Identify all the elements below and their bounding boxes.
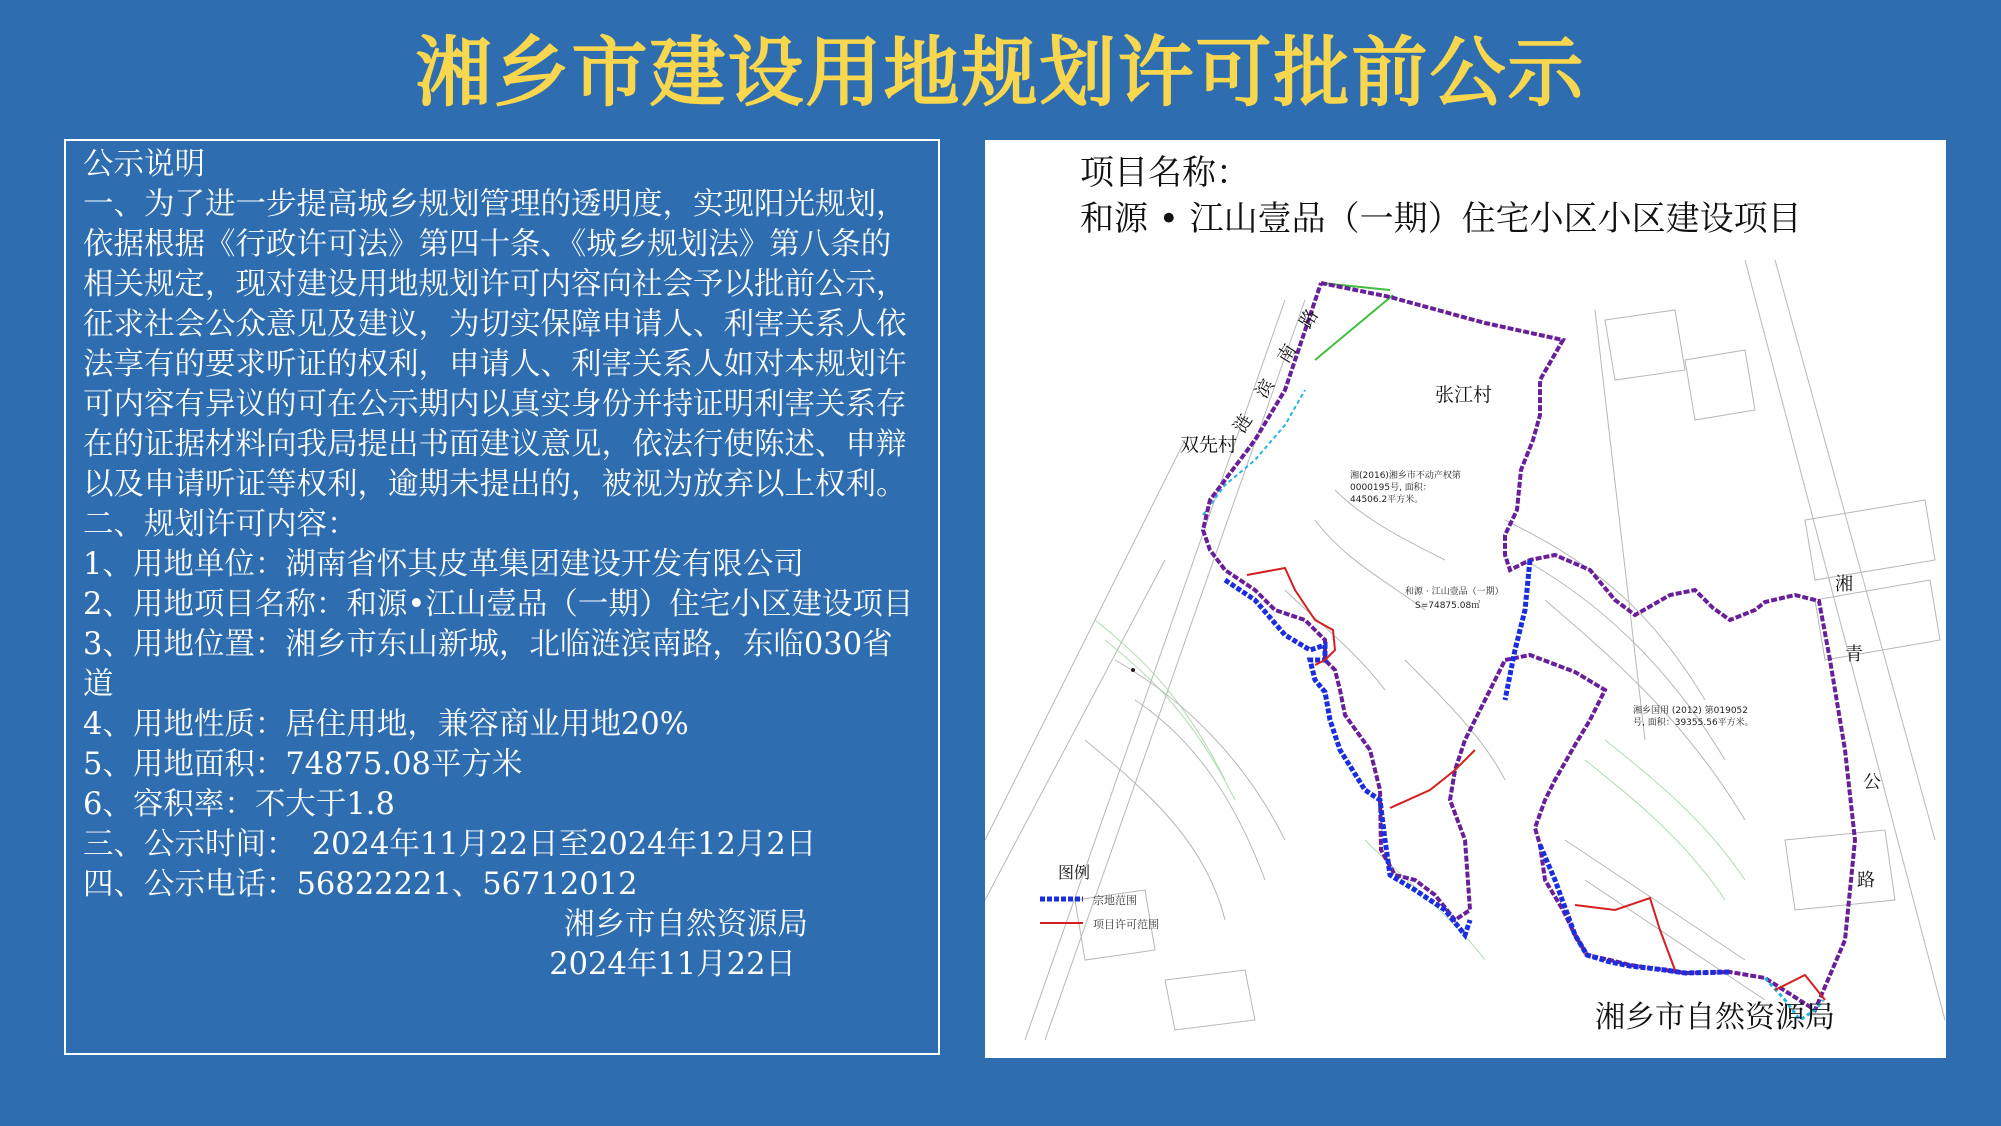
site-map bbox=[985, 140, 1946, 1058]
notice-item-plot-ratio: 6、容积率：不大于1.8 bbox=[83, 787, 395, 822]
notice-paragraph-1: 一、为了进一步提高城乡规划管理的透明度，实现阳光规划，依据根据《行政许可法》第四十条、《城乡规划法》第八条的相关规定，现对建设用地规划许可内容向社会予以批前公示，征求社会公众意见及建议，为切实保障申请人、利害关系人依法享有的要求听证的权利，申请人、利害关系人如对本规划许可内容有异议的可在公示期内以真实身份并持证明利害关系存在的证据材料向我局提出书面建议意见，依法行使陈述、申辩以及申请听证等权利，逾期未提出的，被视为放弃以上权利。 bbox=[83, 187, 907, 502]
survey-point bbox=[1131, 668, 1135, 672]
center-note-name: 和源 · 江山壹品（一期） bbox=[1405, 587, 1504, 597]
parcel2-note: 湘乡国用 (2012) 第019052号, 面积：39355.56平方米。 bbox=[1633, 706, 1754, 728]
permit-boundary-middle bbox=[1390, 750, 1475, 808]
notice-item-location: 3、用地位置：湘乡市东山新城，北临涟滨南路，东临030省道 bbox=[83, 627, 893, 702]
village-zhangjiang: 张江村 bbox=[1435, 384, 1493, 406]
legend-permit-label: 项目许可范围 bbox=[1093, 918, 1159, 931]
notice-item-area: 5、用地面积：74875.08平方米 bbox=[83, 747, 523, 782]
parcel-line-west bbox=[1225, 580, 1470, 935]
notice-panel bbox=[64, 139, 940, 1055]
notice-heading: 公示说明 bbox=[83, 147, 205, 182]
road-xiangqing-char-2: 青 bbox=[1845, 644, 1863, 665]
village-shuangxian: 双先村 bbox=[1180, 434, 1238, 456]
road-lianbin-char-3: 南 bbox=[1273, 340, 1301, 367]
notice-phone: 四、公示电话：56822221、56712012 bbox=[83, 867, 638, 902]
green-boundary-line-2 bbox=[1315, 295, 1393, 360]
legend-title: 图例 bbox=[1058, 863, 1091, 882]
notice-item-landuse: 4、用地性质：居住用地，兼容商业用地20% bbox=[83, 707, 689, 742]
notice-item-applicant: 1、用地单位：湖南省怀其皮革集团建设开发有限公司 bbox=[83, 547, 804, 582]
vegetation-lines bbox=[1095, 620, 1745, 960]
notice-period: 三、公示时间： 2024年11月22日至2024年12月2日 bbox=[83, 827, 817, 862]
legend-parcel-label: 宗地范围 bbox=[1093, 894, 1137, 907]
project-name: 和源 • 江山壹品（一期）住宅小区小区建设项目 bbox=[1080, 199, 1802, 239]
parcel-line-middle bbox=[1505, 560, 1530, 700]
parcel1-note: 湘(2016)湘乡市不动产权第0000195号, 面积：44506.2平方米。 bbox=[1350, 471, 1461, 505]
center-note-area: S=74875.08㎡ bbox=[1415, 601, 1481, 611]
notice-paragraph-2: 二、规划许可内容： bbox=[83, 507, 358, 542]
notice-item-project: 2、用地项目名称：和源•江山壹品（一期）住宅小区建设项目 bbox=[83, 587, 914, 622]
road-xiangqing-char-4: 路 bbox=[1857, 870, 1875, 891]
map-bureau-label: 湘乡市自然资源局 bbox=[1595, 1000, 1835, 1035]
road-lianbin-char-2: 滨 bbox=[1251, 375, 1279, 402]
notice-signature: 湘乡市自然资源局 bbox=[564, 907, 808, 942]
notice-date: 2024年11月22日 bbox=[549, 947, 796, 982]
permit-boundary-south bbox=[1575, 898, 1675, 970]
road-lianbin-char-4: 路 bbox=[1295, 305, 1323, 332]
parcel-line-south bbox=[1540, 845, 1730, 973]
page-title: 湘乡市建设用地规划许可批前公示 bbox=[415, 28, 1586, 117]
road-lianbin-char-1: 涟 bbox=[1229, 410, 1257, 437]
road-xiangqing-char-1: 湘 bbox=[1835, 574, 1853, 595]
road-xiangqing-char-3: 公 bbox=[1863, 772, 1881, 793]
project-label: 项目名称： bbox=[1080, 153, 1250, 193]
